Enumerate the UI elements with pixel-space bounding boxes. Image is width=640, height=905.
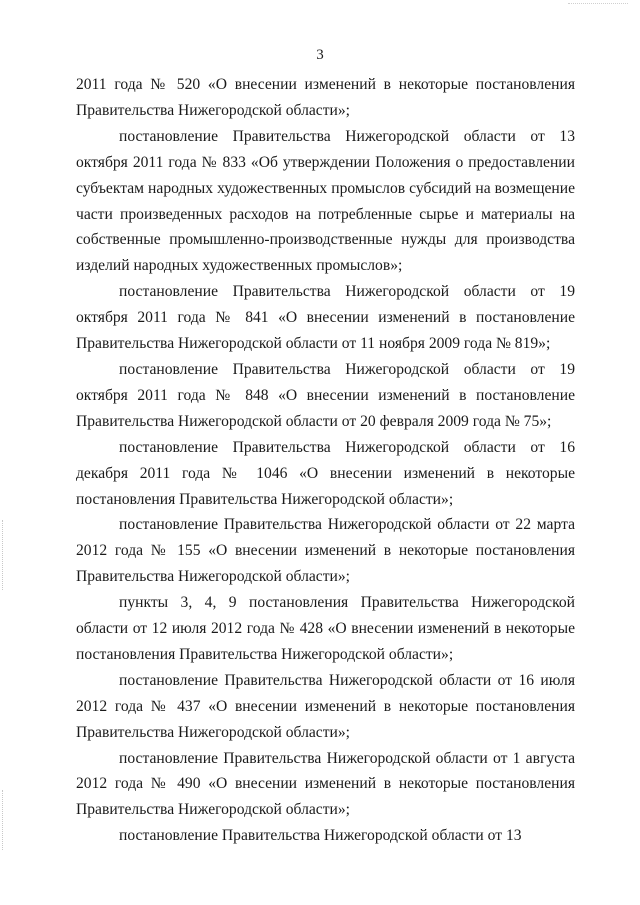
scan-mark-left	[2, 520, 4, 590]
paragraph: постановление Правительства Нижегородской области от 19 октября 2011 года № 848 «О внесении изменений в постановление Правительства Нижегородской области от 20 февраля 2009 года № 75»;	[76, 360, 575, 430]
document-body	[76, 72, 575, 849]
paragraph: постановление Правительства Нижегородской области от 22 марта 2012 года № 155 «О внесении изменений в некоторые постановления Правительства Нижегородской области»;	[76, 516, 575, 586]
paragraph: постановление Правительства Нижегородской области от 16 июля 2012 года № 437 «О внесении изменений в некоторые постановления Правительства Нижегородской области»;	[76, 671, 575, 741]
paragraph: постановление Правительства Нижегородской области от 19 октября 2011 года № 841 «О внесении изменений в постановление Правительства Нижегородской области от 11 ноября 2009 года № 819»;	[76, 283, 575, 353]
scan-mark-left	[2, 790, 4, 850]
paragraph: 2011 года № 520 «О внесении изменений в некоторые постановления Правительства Нижегородской области»;	[76, 76, 575, 119]
page-number: 3	[316, 47, 324, 63]
scan-mark-top	[568, 3, 628, 4]
paragraph: пункты 3, 4, 9 постановления Правительства Нижегородской области от 12 июля 2012 года № 428 «О внесении изменений в некоторые постановления Правительства Нижегородской области»;	[76, 594, 575, 663]
paragraph: постановление Правительства Нижегородской области от 13 октября 2011 года № 833 «Об утверждении Положения о предоставлении субъектам народных художественных промыслов субсидий на возмещение части произведенных расходов на потребленные сырье и материалы на собственные промышленно-производственные нужды для производства изделий народных художественных промыслов»;	[76, 127, 575, 275]
paragraph: постановление Правительства Нижегородской области от 1 августа 2012 года № 490 «О внесении изменений в некоторые постановления Правительства Нижегородской области»;	[76, 749, 575, 819]
paragraph: постановление Правительства Нижегородской области от 13	[119, 827, 522, 845]
paragraph: постановление Правительства Нижегородской области от 16 декабря 2011 года № 1046 «О внесении изменений в некоторые постановления Правительства Нижегородской области»;	[76, 438, 575, 508]
